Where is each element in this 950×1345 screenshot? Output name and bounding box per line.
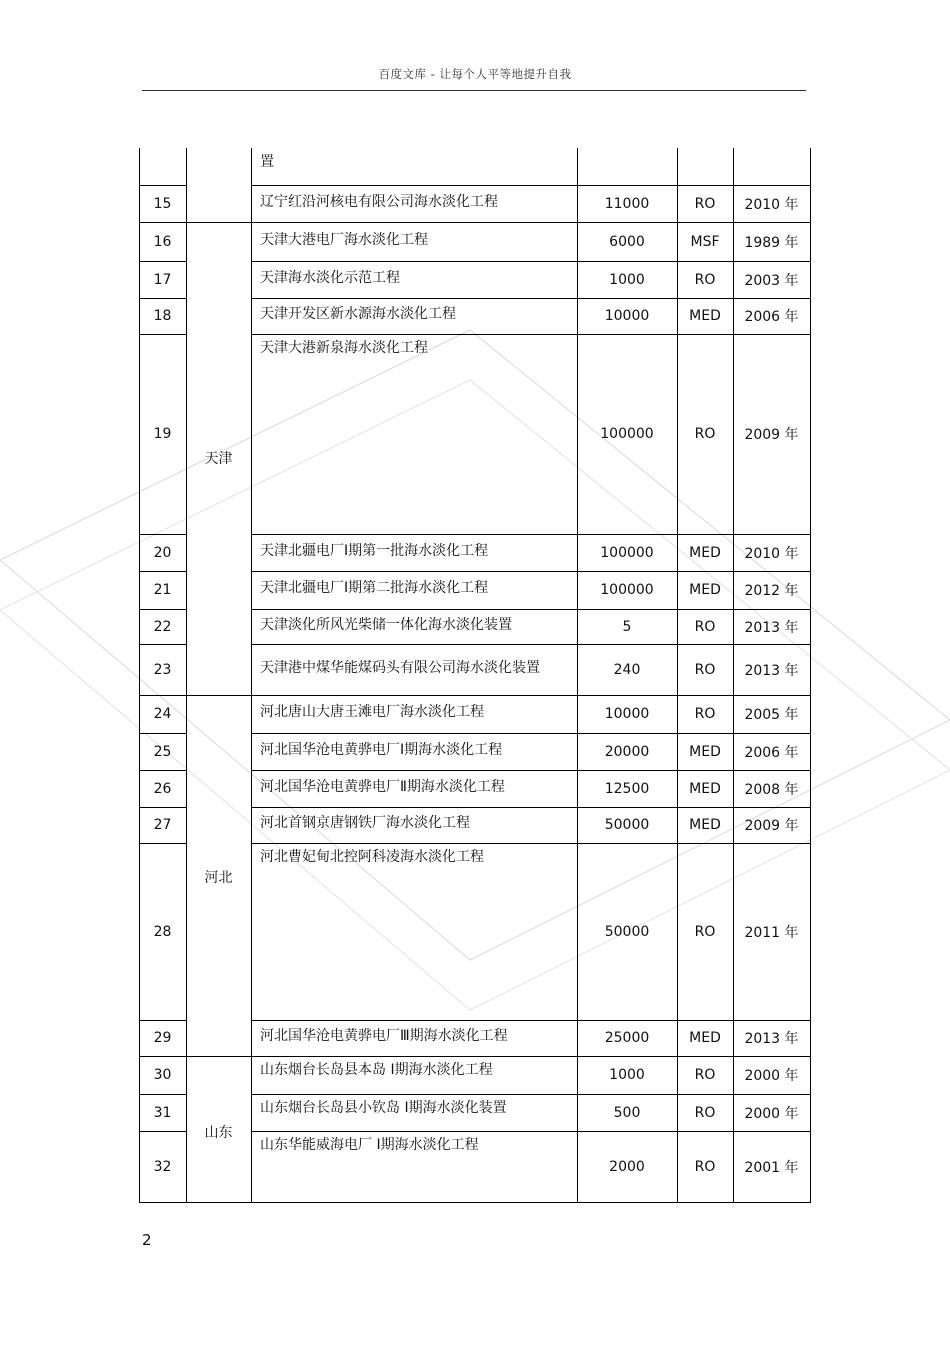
project-name: 天津北疆电厂Ⅰ期第二批海水淡化工程 <box>260 580 489 596</box>
province-rule <box>186 1056 251 1057</box>
continued-name-cell: 置 <box>260 154 274 170</box>
year-value: 2012 年 <box>744 583 799 599</box>
year-value: 2013 年 <box>744 619 799 636</box>
row-rule <box>251 807 810 808</box>
technology-value: RO <box>694 271 716 288</box>
page-header: 百度文库 - 让每个人平等地提升自我 <box>378 67 572 81</box>
year-value: 2013 年 <box>744 662 799 679</box>
project-name: 辽宁红沿河核电有限公司海水淡化工程 <box>260 193 498 210</box>
capacity-value: 10000 <box>604 706 650 722</box>
project-name: 山东华能威海电厂 Ⅰ期海水淡化工程 <box>260 1137 479 1153</box>
row-rule <box>251 1131 810 1132</box>
row-number: 20 <box>153 544 172 561</box>
row-rule <box>251 733 810 734</box>
project-name: 天津大港新泉海水淡化工程 <box>260 340 428 356</box>
row-rule <box>251 185 810 186</box>
technology-value: RO <box>694 706 716 722</box>
province-label: 河北 <box>204 870 233 886</box>
row-number: 17 <box>153 271 172 288</box>
capacity-value: 50000 <box>604 817 650 833</box>
year-value: 2000 年 <box>744 1105 799 1122</box>
year-value: 2009 年 <box>744 427 799 443</box>
province-rule <box>186 1202 251 1203</box>
year-value: 2013 年 <box>744 1031 799 1047</box>
project-name: 河北首钢京唐钢铁厂海水淡化工程 <box>260 815 470 831</box>
row-rule <box>251 644 810 645</box>
row-number: 27 <box>153 817 172 833</box>
project-name: 天津大港电厂海水淡化工程 <box>260 231 428 248</box>
row-rule <box>139 843 186 844</box>
technology-value: RO <box>694 923 716 940</box>
row-rule <box>139 609 186 610</box>
project-name: 河北国华沧电黄骅电厂Ⅱ期海水淡化工程 <box>260 778 505 795</box>
row-rule <box>251 534 810 535</box>
technology-value: MED <box>689 817 721 833</box>
row-number: 22 <box>153 618 172 635</box>
capacity-value: 6000 <box>609 233 645 250</box>
technology-value: RO <box>694 195 716 212</box>
technology-value: RO <box>694 661 716 678</box>
capacity-value: 500 <box>613 1104 641 1121</box>
year-value: 2008 年 <box>744 781 799 798</box>
capacity-value: 1000 <box>609 1067 645 1083</box>
column-rule <box>810 148 811 1203</box>
technology-value: RO <box>694 1067 716 1083</box>
capacity-value: 100000 <box>600 544 654 561</box>
technology-value: RO <box>694 618 716 635</box>
row-number: 18 <box>153 308 172 324</box>
page-number: 2 <box>142 1231 152 1249</box>
row-rule <box>251 1202 810 1203</box>
capacity-value: 100000 <box>600 582 654 598</box>
year-value: 2000 年 <box>744 1068 799 1084</box>
row-number: 32 <box>153 1158 172 1175</box>
technology-value: MED <box>689 582 721 598</box>
row-rule <box>251 298 810 299</box>
row-rule <box>139 571 186 572</box>
year-value: 2001 年 <box>744 1159 799 1176</box>
column-rule <box>677 148 678 1203</box>
row-number: 28 <box>153 923 172 940</box>
column-rule <box>733 148 734 1203</box>
column-rule <box>186 148 187 1203</box>
row-rule <box>139 1131 186 1132</box>
row-rule <box>251 1056 810 1057</box>
year-value: 2006 年 <box>744 309 799 325</box>
row-rule <box>251 843 810 844</box>
row-rule <box>251 770 810 771</box>
row-rule <box>139 1056 186 1057</box>
capacity-value: 1000 <box>609 271 645 288</box>
capacity-value: 25000 <box>604 1030 650 1046</box>
year-value: 2003 年 <box>744 272 799 289</box>
technology-value: RO <box>694 426 716 442</box>
project-name: 天津开发区新水源海水淡化工程 <box>260 306 456 322</box>
row-number: 30 <box>153 1067 172 1083</box>
row-rule <box>139 770 186 771</box>
row-rule <box>251 261 810 262</box>
technology-value: MSF <box>690 233 720 250</box>
column-rule <box>251 148 252 1203</box>
row-number: 21 <box>153 582 172 598</box>
year-value: 2010 年 <box>744 196 799 213</box>
technology-value: MED <box>689 743 721 760</box>
year-value: 2006 年 <box>744 744 799 761</box>
technology-value: MED <box>689 308 721 324</box>
row-rule <box>251 334 810 335</box>
row-number: 15 <box>153 195 172 212</box>
project-name: 山东烟台长岛县本岛 Ⅰ期海水淡化工程 <box>260 1062 493 1078</box>
province-rule <box>186 695 251 696</box>
capacity-value: 2000 <box>609 1158 645 1175</box>
technology-value: RO <box>694 1158 716 1175</box>
row-rule <box>139 644 186 645</box>
row-rule <box>139 807 186 808</box>
column-rule <box>577 148 578 1203</box>
row-rule <box>251 1020 810 1021</box>
project-name: 天津北疆电厂Ⅰ期第一批海水淡化工程 <box>260 542 489 559</box>
project-name: 河北国华沧电黄骅电厂Ⅲ期海水淡化工程 <box>260 1028 508 1044</box>
row-rule <box>251 695 810 696</box>
row-number: 24 <box>153 706 172 722</box>
technology-value: RO <box>694 1104 716 1121</box>
row-rule <box>139 534 186 535</box>
row-rule <box>251 222 810 223</box>
year-value: 2009 年 <box>744 818 799 834</box>
province-label: 天津 <box>204 451 233 467</box>
row-rule <box>251 609 810 610</box>
row-number: 31 <box>153 1104 172 1121</box>
row-rule <box>139 733 186 734</box>
capacity-value: 5 <box>622 618 632 635</box>
capacity-value: 100000 <box>600 426 654 442</box>
row-number: 25 <box>153 743 172 760</box>
technology-value: MED <box>689 780 721 797</box>
province-rule <box>186 222 251 223</box>
capacity-value: 12500 <box>604 780 650 797</box>
row-number: 26 <box>153 780 172 797</box>
project-name: 天津港中煤华能煤码头有限公司海水淡化装置 <box>260 659 540 676</box>
year-value: 2011 年 <box>744 924 799 941</box>
project-name: 河北曹妃甸北控阿科凌海水淡化工程 <box>260 849 484 865</box>
row-rule <box>139 334 186 335</box>
project-name: 天津海水淡化示范工程 <box>260 269 400 286</box>
row-rule <box>139 1094 186 1095</box>
row-rule <box>251 571 810 572</box>
year-value: 2010 年 <box>744 545 799 562</box>
row-rule <box>251 1094 810 1095</box>
year-value: 1989 年 <box>744 234 799 251</box>
column-rule <box>139 148 140 1203</box>
capacity-value: 50000 <box>604 923 650 940</box>
project-name: 山东烟台长岛县小钦岛 Ⅰ期海水淡化装置 <box>260 1100 507 1116</box>
capacity-value: 240 <box>613 661 641 678</box>
capacity-value: 11000 <box>604 195 650 212</box>
capacity-value: 20000 <box>604 743 650 760</box>
technology-value: MED <box>689 1030 721 1046</box>
row-rule <box>139 695 186 696</box>
capacity-value: 10000 <box>604 308 650 324</box>
project-name: 河北唐山大唐王滩电厂海水淡化工程 <box>260 704 484 720</box>
project-name: 天津淡化所风光柴储一体化海水淡化装置 <box>260 616 512 633</box>
row-rule <box>139 1202 186 1203</box>
technology-value: MED <box>689 544 721 561</box>
row-number: 29 <box>153 1030 172 1046</box>
row-number: 16 <box>153 233 172 250</box>
row-number: 23 <box>153 661 172 678</box>
project-name: 河北国华沧电黄骅电厂Ⅰ期海水淡化工程 <box>260 741 503 758</box>
row-rule <box>139 1020 186 1021</box>
row-number: 19 <box>153 426 172 442</box>
row-rule <box>139 185 186 186</box>
row-rule <box>139 298 186 299</box>
year-value: 2005 年 <box>744 707 799 723</box>
province-label: 山东 <box>204 1125 233 1141</box>
row-rule <box>139 222 186 223</box>
row-rule <box>139 261 186 262</box>
